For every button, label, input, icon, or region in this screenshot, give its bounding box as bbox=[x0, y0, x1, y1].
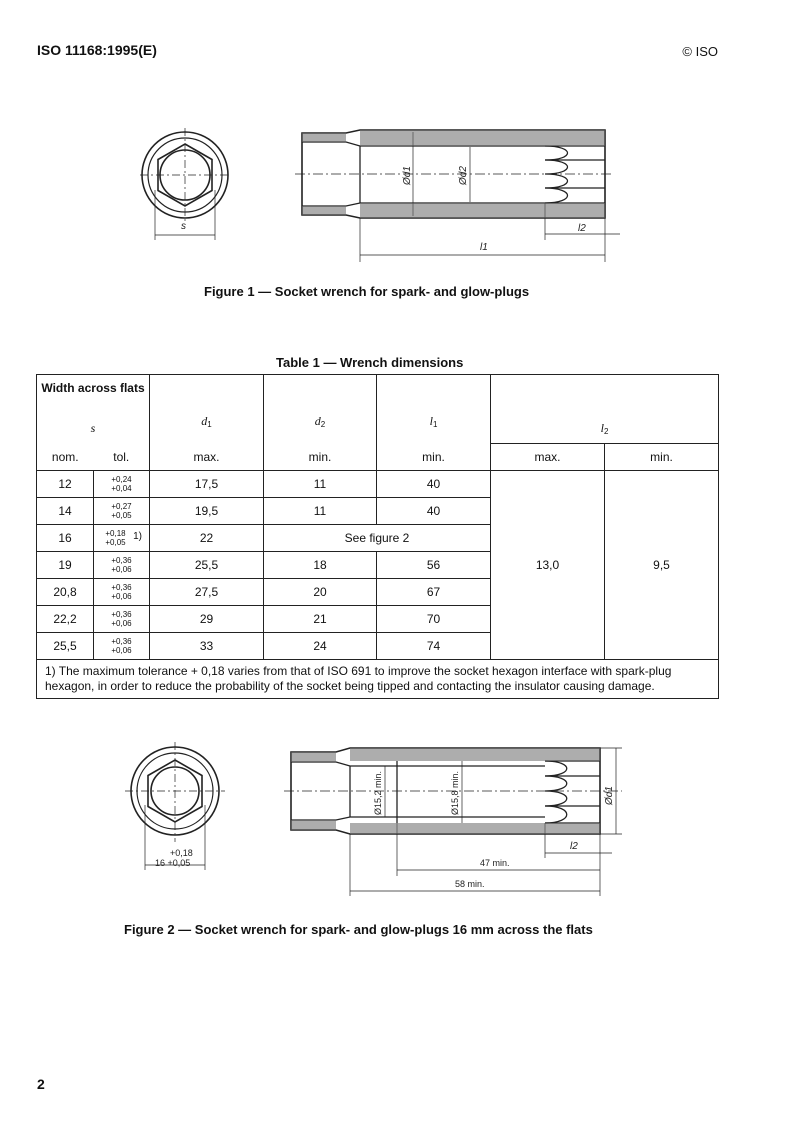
cell-tol-lower: +0,06 bbox=[111, 619, 132, 628]
header-d1-symbol: d bbox=[201, 413, 208, 428]
header-l2-min: min. bbox=[605, 444, 719, 471]
cell-tol-upper: +0,36 bbox=[111, 637, 132, 646]
table-footnote-row bbox=[37, 660, 719, 699]
cell-nom: 14 bbox=[37, 498, 94, 525]
cell-d2: 21 bbox=[264, 606, 377, 633]
cell-d2: 20 bbox=[264, 579, 377, 606]
table-footnote: 1) The maximum tolerance + 0,18 varies from that of ISO 691 to improve the socket hexagon interface with spark-plug hexagon, in order to reduce the probability of the socket being tipped and contacting the insulator causing damage. bbox=[37, 660, 719, 699]
cell-tol-upper: +0,36 bbox=[111, 610, 132, 619]
cell-l1: 74 bbox=[377, 633, 491, 660]
header-l1-sub: 1 bbox=[432, 419, 438, 429]
cell-l1: 40 bbox=[377, 498, 491, 525]
header-l1-min: min. bbox=[422, 449, 445, 464]
header-tol: tol. bbox=[94, 444, 150, 471]
figure-2-drawing bbox=[0, 720, 793, 920]
header-l2-max: max. bbox=[491, 444, 605, 471]
header-d2-blank bbox=[264, 375, 377, 444]
header-d2-min: min. bbox=[308, 449, 332, 464]
cell-tol-lower: +0,05 bbox=[111, 511, 132, 520]
fig2-tol-upper: +0,18 bbox=[170, 848, 193, 858]
fig2-label-d158: Ø15,8 min. bbox=[450, 770, 460, 815]
cell-l1: 40 bbox=[377, 471, 491, 498]
header-d1-blank bbox=[150, 375, 264, 444]
cell-l1: 56 bbox=[377, 552, 491, 579]
fig1-label-d2: Ød2 bbox=[458, 166, 469, 185]
cell-d1: 22 bbox=[150, 525, 264, 552]
page-number: 2 bbox=[37, 1076, 45, 1092]
cell-nom: 25,5 bbox=[37, 633, 94, 660]
cell-tol-lower: +0,04 bbox=[111, 484, 132, 493]
fig2-tol-line: 16 +0,05 bbox=[155, 858, 191, 868]
header-d2-sub: 2 bbox=[320, 419, 326, 429]
header-d1-max: max. bbox=[193, 449, 220, 464]
cell-nom: 20,8 bbox=[37, 579, 94, 606]
fig2-label-d152: Ø15,2 min. bbox=[373, 770, 383, 815]
cell-d2: 11 bbox=[264, 498, 377, 525]
cell-d1: 17,5 bbox=[150, 471, 264, 498]
cell-d1: 29 bbox=[150, 606, 264, 633]
cell-tol-footnote-ref: 1) bbox=[133, 531, 142, 542]
cell-d1: 25,5 bbox=[150, 552, 264, 579]
fig1-label-s: s bbox=[181, 221, 186, 232]
fig1-label-l2: l2 bbox=[578, 223, 586, 234]
fig1-side-view bbox=[295, 130, 620, 262]
fig2-label-d1: Ød1 bbox=[604, 786, 615, 805]
cell-tol-upper: +0,36 bbox=[111, 583, 132, 592]
header-l1-symbol: l bbox=[429, 413, 433, 428]
table-row bbox=[37, 471, 719, 498]
header-nom: nom. bbox=[37, 444, 94, 471]
cell-d2: 24 bbox=[264, 633, 377, 660]
fig2-label-47min: 47 min. bbox=[480, 858, 510, 868]
figure-2-caption: Figure 2 — Socket wrench for spark- and glow-plugs 16 mm across the flats bbox=[124, 922, 593, 937]
cell-tol-lower: +0,05 bbox=[105, 538, 126, 547]
cell-l1: 67 bbox=[377, 579, 491, 606]
cell-d1: 33 bbox=[150, 633, 264, 660]
table-header-row-1 bbox=[37, 375, 719, 414]
fig1-label-l1: l1 bbox=[480, 242, 488, 253]
fig2-label-58min: 58 min. bbox=[455, 879, 485, 889]
figure-1-drawing bbox=[0, 0, 793, 280]
header-l2-sub: 2 bbox=[603, 426, 609, 436]
cell-d1: 19,5 bbox=[150, 498, 264, 525]
cell-nom: 19 bbox=[37, 552, 94, 579]
cell-tol-upper: +0,27 bbox=[111, 502, 132, 511]
copyright-notice: © ISO bbox=[682, 44, 718, 59]
document-standard-id: ISO 11168:1995(E) bbox=[37, 42, 157, 58]
header-l1-blank bbox=[377, 375, 491, 444]
header-width-across-flats: Width across flats bbox=[37, 375, 150, 414]
header-s: s bbox=[90, 420, 96, 435]
header-d2-symbol: d bbox=[314, 413, 321, 428]
cell-tol-lower: +0,06 bbox=[111, 565, 132, 574]
header-l2-symbol: l bbox=[600, 420, 604, 435]
cell-tol-upper: +0,36 bbox=[111, 556, 132, 565]
cell-tol-lower: +0,06 bbox=[111, 646, 132, 655]
cell-d2: 18 bbox=[264, 552, 377, 579]
cell-l2-max: 13,0 bbox=[491, 471, 605, 660]
table-header-row-3 bbox=[37, 444, 719, 471]
cell-l1: 70 bbox=[377, 606, 491, 633]
cell-nom: 12 bbox=[37, 471, 94, 498]
cell-tol-upper: +0,24 bbox=[111, 475, 132, 484]
figure-1-caption: Figure 1 — Socket wrench for spark- and glow-plugs bbox=[204, 284, 530, 299]
cell-nom: 22,2 bbox=[37, 606, 94, 633]
cell-tol-lower: +0,06 bbox=[111, 592, 132, 601]
header-d1-sub: 1 bbox=[207, 419, 212, 429]
cell-d2: 11 bbox=[264, 471, 377, 498]
wrench-dimensions-table bbox=[36, 374, 719, 699]
cell-l2-min: 9,5 bbox=[605, 471, 719, 660]
cell-tol-upper: +0,18 bbox=[105, 529, 126, 538]
table-1-title: Table 1 — Wrench dimensions bbox=[276, 355, 464, 370]
cell-see-figure-2: See figure 2 bbox=[264, 525, 491, 552]
header-l2-blank bbox=[491, 375, 719, 414]
fig2-label-l2: l2 bbox=[570, 841, 578, 852]
cell-nom: 16 bbox=[37, 525, 94, 552]
cell-d1: 27,5 bbox=[150, 579, 264, 606]
fig1-label-d1: Ød1 bbox=[402, 166, 413, 185]
